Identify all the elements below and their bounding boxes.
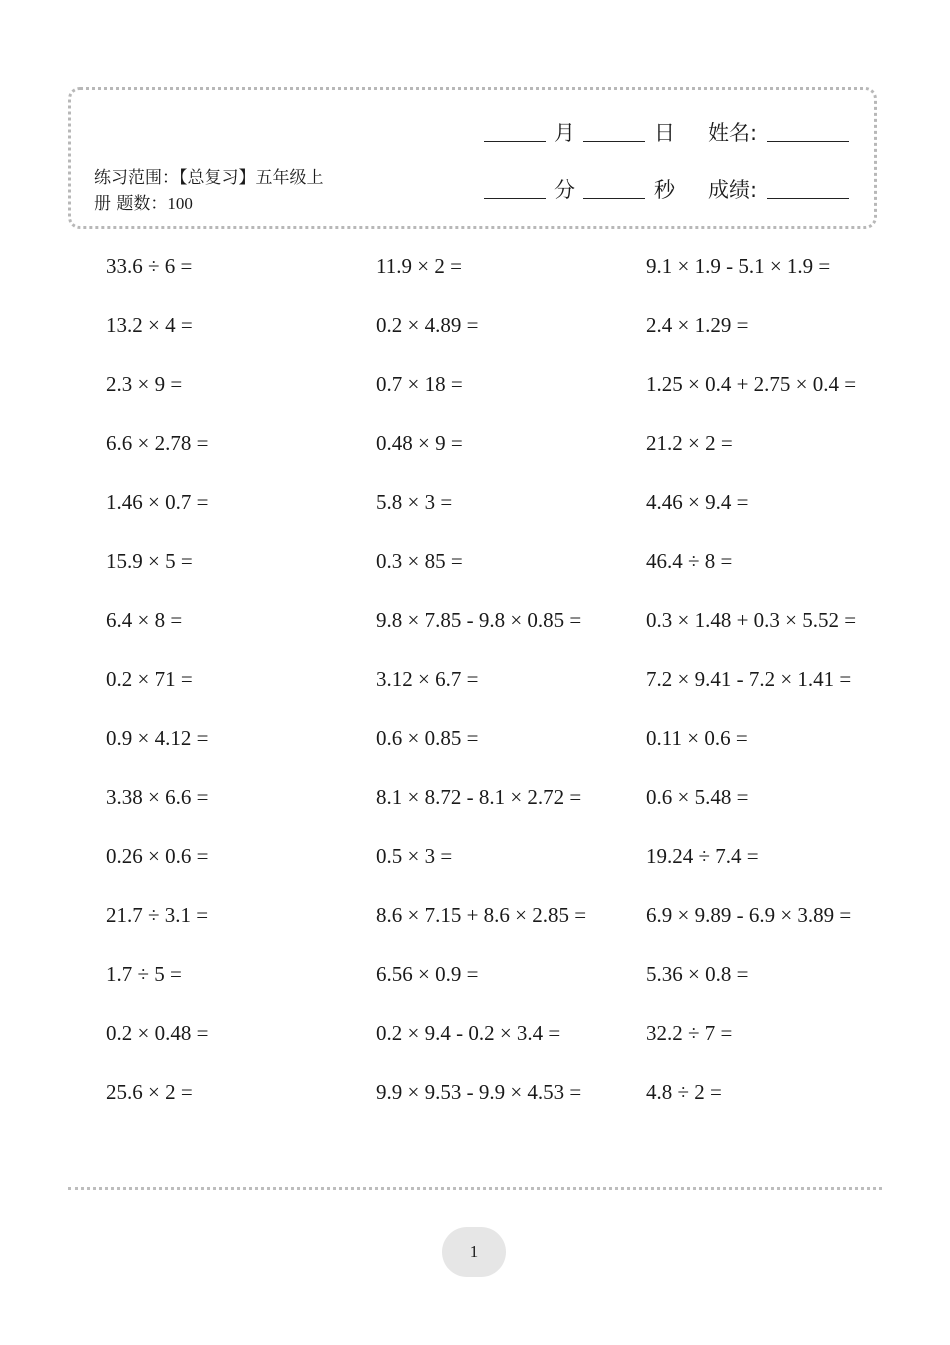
month-label: 月 <box>554 121 575 145</box>
problem-item: 9.9 × 9.53 - 9.9 × 4.53 = <box>376 1080 582 1104</box>
problem-item: 32.2 ÷ 7 = <box>646 1021 733 1045</box>
month-blank[interactable] <box>484 141 546 142</box>
problem-item: 0.7 × 18 = <box>376 372 463 396</box>
name-label: 姓名: <box>708 121 758 145</box>
problem-item: 1.46 × 0.7 = <box>106 490 209 514</box>
page-number: 1 <box>442 1227 506 1277</box>
problem-item: 8.1 × 8.72 - 8.1 × 2.72 = <box>376 785 582 809</box>
footer-divider <box>68 1187 882 1190</box>
score-label: 成绩: <box>708 178 758 202</box>
minute-label: 分 <box>554 178 575 202</box>
problem-item: 0.2 × 0.48 = <box>106 1021 209 1045</box>
problem-item: 15.9 × 5 = <box>106 549 193 573</box>
problem-item: 5.36 × 0.8 = <box>646 962 749 986</box>
problem-item: 6.6 × 2.78 = <box>106 431 209 455</box>
scope-line-1: 练习范围：【总复习】五年级上 <box>94 168 324 188</box>
problem-item: 0.48 × 9 = <box>376 431 463 455</box>
score-blank[interactable] <box>767 198 849 199</box>
problem-item: 1.25 × 0.4 + 2.75 × 0.4 = <box>646 372 857 396</box>
problem-item: 6.9 × 9.89 - 6.9 × 3.89 = <box>646 903 852 927</box>
problem-item: 7.2 × 9.41 - 7.2 × 1.41 = <box>646 667 852 691</box>
problem-item: 21.7 ÷ 3.1 = <box>106 903 209 927</box>
problem-item: 6.4 × 8 = <box>106 608 183 632</box>
problem-item: 6.56 × 0.9 = <box>376 962 479 986</box>
problem-item: 2.4 × 1.29 = <box>646 313 749 337</box>
problem-item: 0.26 × 0.6 = <box>106 844 209 868</box>
problem-item: 0.2 × 4.89 = <box>376 313 479 337</box>
problem-item: 9.8 × 7.85 - 9.8 × 0.85 = <box>376 608 582 632</box>
problem-item: 0.3 × 85 = <box>376 549 463 573</box>
second-label: 秒 <box>654 178 675 202</box>
problem-item: 0.3 × 1.48 + 0.3 × 5.52 = <box>646 608 857 632</box>
problem-item: 3.38 × 6.6 = <box>106 785 209 809</box>
scope-line-2 <box>94 191 384 217</box>
problem-item: 46.4 ÷ 8 = <box>646 549 733 573</box>
problem-item: 4.8 ÷ 2 = <box>646 1080 722 1104</box>
problem-item: 25.6 × 2 = <box>106 1080 193 1104</box>
practice-scope <box>94 166 384 217</box>
problem-item: 0.6 × 5.48 = <box>646 785 749 809</box>
problem-item: 5.8 × 3 = <box>376 490 453 514</box>
problem-item: 0.6 × 0.85 = <box>376 726 479 750</box>
problem-item: 9.1 × 1.9 - 5.1 × 1.9 = <box>646 254 831 278</box>
question-count-label: 册 题数： <box>94 194 168 214</box>
problem-item: 11.9 × 2 = <box>376 254 462 278</box>
problem-item: 0.2 × 9.4 - 0.2 × 3.4 = <box>376 1021 561 1045</box>
problem-item: 13.2 × 4 = <box>106 313 193 337</box>
date-name-row <box>484 117 864 147</box>
problem-item: 1.7 ÷ 5 = <box>106 962 182 986</box>
day-label: 日 <box>654 121 675 145</box>
problem-item: 3.12 × 6.7 = <box>376 667 479 691</box>
problem-item: 19.24 ÷ 7.4 = <box>646 844 759 868</box>
question-count: 100 <box>167 194 193 213</box>
problem-item: 0.11 × 0.6 = <box>646 726 748 750</box>
name-blank[interactable] <box>767 141 849 142</box>
problem-item: 0.5 × 3 = <box>376 844 453 868</box>
minute-blank[interactable] <box>484 198 546 199</box>
problem-item: 4.46 × 9.4 = <box>646 490 749 514</box>
problem-item: 0.9 × 4.12 = <box>106 726 209 750</box>
problem-item: 21.2 × 2 = <box>646 431 733 455</box>
problem-item: 0.2 × 71 = <box>106 667 193 691</box>
day-blank[interactable] <box>583 141 645 142</box>
problem-item: 2.3 × 9 = <box>106 372 183 396</box>
time-score-row <box>484 174 864 204</box>
problem-item: 8.6 × 7.15 + 8.6 × 2.85 = <box>376 903 587 927</box>
second-blank[interactable] <box>583 198 645 199</box>
problem-item: 33.6 ÷ 6 = <box>106 254 193 278</box>
